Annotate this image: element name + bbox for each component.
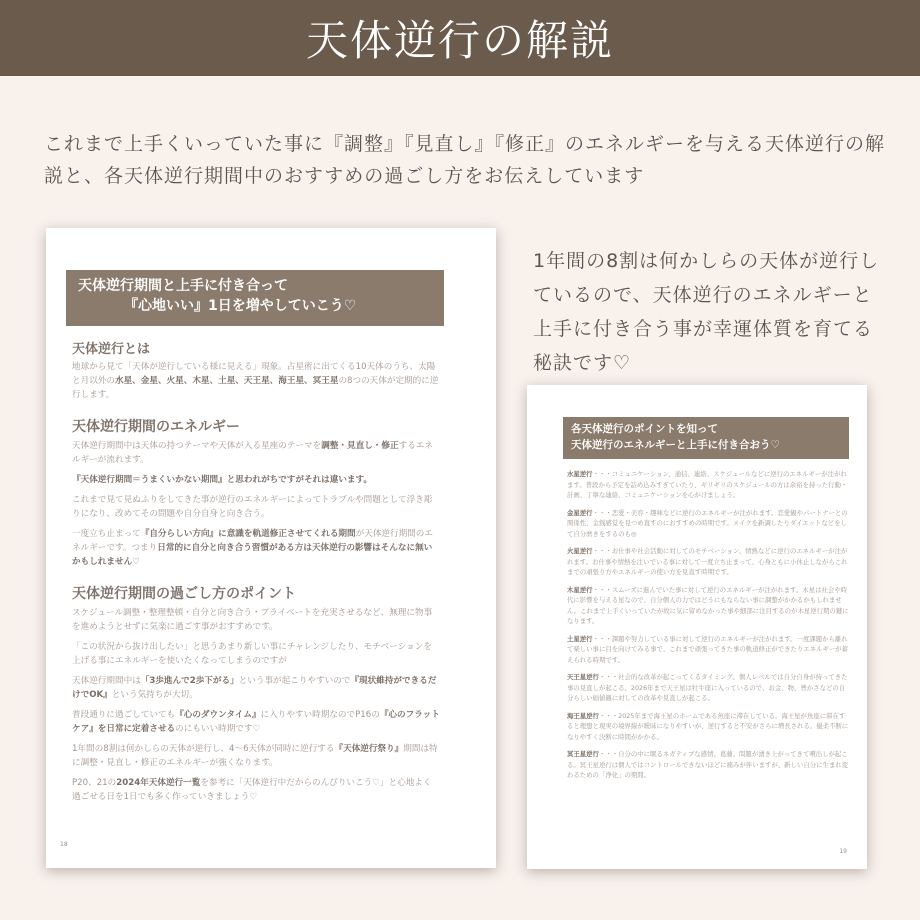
section-title: 天体逆行とは — [72, 342, 151, 357]
left-page-header — [66, 270, 444, 326]
planet-item: 木星逆行・・・スムーズに進んでいた事に対して逆行のエネルギーが注がれます。木星は社会や時代に影響を与える星なので、自分個人の力ではどうにもならない事に調整がかかるかもしれません。これまで上手くいっていたが故に気に留めなかった事や細部に注目するのが木星逆行期の鍵になります。 — [567, 585, 849, 625]
intro-text: これまで上手くいっていた事に『調整』『見直し』『修正』のエネルギーを与える天体逆行の解説と、各天体逆行期間中のおすすめの過ごし方をお伝えしています — [44, 133, 886, 187]
paragraph: 『天体逆行期間＝うまくいかない期間』と思われがちですがそれは違います。 — [72, 475, 373, 485]
side-text: 1年間の8割は何かしらの天体が逆行しているので、天体逆行のエネルギーと上手に付き合う事が幸運体質を育てる秘訣です♡ — [533, 250, 880, 374]
paragraph: 天体逆行期間中は「3歩進んで2歩下がる」という事が起こりやすいので『現状維持ができるだけでOK』という気持ちが大切。 — [72, 676, 437, 700]
planet-item: 金星逆行・・・恋愛・美容・趣味などに逆行のエネルギーが注がれます。恋愛観やパートナーとの関係性、金銭感覚を見つめ直すのにおすすめの時期です。メイクを新調したりダイエットなどをして自分磨きをするのも◎ — [567, 508, 848, 538]
page-19 — [527, 385, 867, 869]
paragraph: これまで見て見ぬふりをしてきた事が逆行のエネルギーによってトラブルや問題として浮き彫りになり、改めてその問題や自分自身と向き合う。 — [72, 495, 433, 519]
section-title: 天体逆行期間の過ごし方のポイント — [72, 586, 296, 602]
planet-item: 火星逆行・・・お仕事や社会活動に対してのモチベーション、情熱などに逆行のエネルギーが注がれます。お仕事や情熱を注いでいる事に対して一度立ち止まって、心身ともに小休止しながらこれまでの頑張り方やエネルギーの使い方を見直す時期です。 — [567, 547, 848, 576]
paragraph: 一度立ち止まって『自分らしい方向』に意識を軌道修正させてくれる期間が天体逆行期間のエネルギーです。つまり日常的に自分と向き合う習慣がある方は天体逆行の影響はそんなに無いかもしれません♡ — [72, 529, 433, 567]
paragraph: 1年間の8割は何かしらの天体が逆行し、4〜6天体が同時に逆行する『天体逆行祭り』期間は特に調整・見直し・修正のエネルギーが強くなります。 — [72, 744, 438, 768]
left-header-line2: 『心地いい』1日を増やしていこう♡ — [124, 298, 357, 314]
paragraph: 地球から見て「天体が逆行している様に見える」現象。占星術に出てくる10天体のうち、太陽と月以外の水星、金星、火星、木星、土星、天王星、海王星、冥王星の8つの天体が定期的に逆行します。 — [72, 362, 439, 400]
right-page-content — [567, 469, 849, 788]
right-header-line1: 各天体逆行のポイントを知って — [571, 423, 718, 435]
page-number: 19 — [839, 848, 847, 855]
title-banner — [0, 0, 920, 76]
right-page-header — [563, 417, 849, 459]
left-header-line1: 天体逆行期間と上手に付き合って — [78, 278, 288, 294]
planet-item: 冥王星逆行・・・自分の中に眠るネガティブな感情、葛藤、問題が湧き上がってきて噴出しが起こる。冥王星逆行は個人ではコントロールできないほどに痛みが伴いますが、新しい自分に生まれ変わるための「浄化」の期間。 — [567, 750, 849, 779]
paragraph: スケジュール調整・整理整頓・自分と向き合う・プライベートを充実させるなど、無理に物事を進めようとせずに気楽に過ごす事がおすすめです。 — [72, 608, 433, 632]
planet-item: 水星逆行・・・コミュニケーション、通信、連絡、スケジュールなどに逆行のエネルギーが注がれます。普段から予定を詰め込みすぎていたり、ギリギリのスケジュールの方は余裕を持った行動・計画、丁寧な連絡、コミュニケーションを心がけましょう。 — [567, 470, 848, 499]
paragraph: 天体逆行期間中は天体の持つテーマや天体が入る星座のテーマを調整・見直し・修正するエネルギーが流れます。 — [72, 441, 433, 465]
page-title: 天体逆行の解説 — [305, 16, 614, 65]
page-18 — [46, 228, 496, 868]
planet-item: 天王星逆行・・・社会的な改革が起こってくるタイミング。個人レベルでは自分自身が持ってきた事の見直しが起こる。2026年まで天王星は牡牛座に入っているので、お金、物、豊かさなどの自分らしい価値観に対しての改革や見直しが起こる。 — [567, 673, 848, 702]
paragraph: 普段通りに過ごしていても『心のダウンタイム』に入りやすい時期なのでP16の『心のフラットケア』を日常に定着させるのにもいい時期です♡ — [72, 710, 440, 734]
left-page-content — [72, 330, 440, 810]
paragraph: 「この状況から抜け出したい」と思うあまり新しい事にチャレンジしたり、モチベーションを上げる事にエネルギーを使いたくなってしまうのですが — [72, 642, 432, 666]
planet-item: 土星逆行・・・課題や努力している事に対して逆行のエネルギーが注がれます。一度課題から離れて楽しい事に目を向けてみる事で、これまで頑張ってきた事の軌道修正ができたりエネルギーが蓄えられる時期です。 — [567, 634, 849, 664]
paragraph: P20、21の2024年天体逆行一覧を参考に「天体逆行中だからのんびりいこう♡」と心地よく過ごせる日を1日でも多く作っていきましょう♡ — [72, 778, 432, 802]
section-title: 天体逆行期間のエネルギー — [72, 419, 240, 435]
right-header-line2: 天体逆行のエネルギーと上手に付き合おう♡ — [571, 439, 780, 451]
page-number: 18 — [60, 841, 68, 848]
planet-item: 海王星逆行・・・2025年まで海王星のホームである魚座に滞在している。海王星が魚座に滞在すると理想と現実の境界線が曖昧になりやすいが、逆行すると不安がさらに増長される。優柔不断になりやすく決断に時間がかかる。 — [567, 711, 849, 741]
